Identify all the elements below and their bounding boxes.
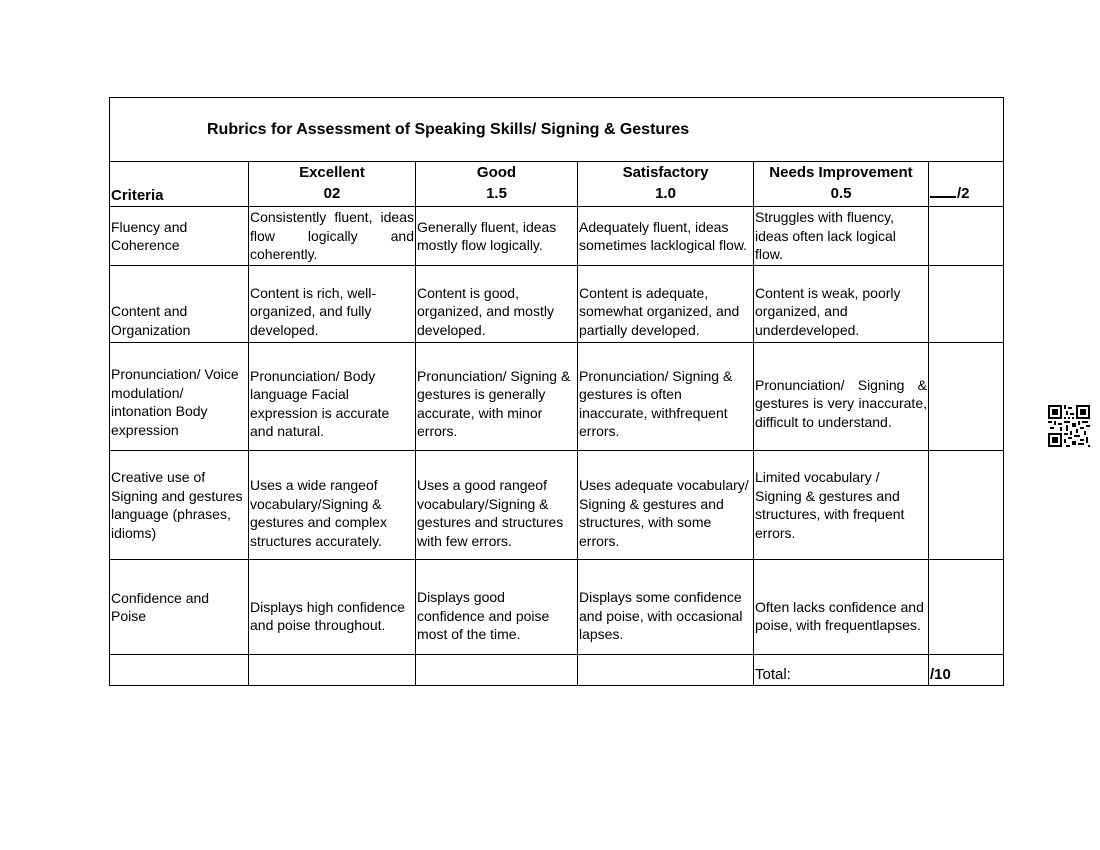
empty-cell bbox=[110, 655, 249, 686]
score-blank-line bbox=[930, 196, 956, 198]
rubric-title: Rubrics for Assessment of Speaking Skills/ Signing & Gestures bbox=[207, 121, 690, 139]
header-row bbox=[110, 162, 1004, 207]
level-name: Excellent bbox=[299, 164, 365, 181]
criterion-label: Fluency and Coherence bbox=[110, 207, 249, 266]
total-score: /10 bbox=[929, 655, 1004, 686]
score-max: /2 bbox=[957, 184, 970, 202]
rubric-table bbox=[109, 97, 1004, 686]
descriptor-satisfactory: Content is adequate, somewhat organized, and partially developed. bbox=[578, 266, 754, 343]
criterion-row-content bbox=[110, 266, 1004, 343]
score-cell bbox=[929, 451, 1004, 560]
total-row bbox=[110, 655, 1004, 686]
descriptor-needs-improvement: Struggles with fluency, ideas often lack logical flow. bbox=[754, 207, 929, 266]
descriptor-excellent: Consistently fluent, ideas flow logically and coherently. bbox=[249, 207, 416, 266]
descriptor-good: Content is good, organized, and mostly developed. bbox=[416, 266, 578, 343]
criterion-row-confidence bbox=[110, 560, 1004, 655]
descriptor-excellent: Uses a wide rangeof vocabulary/Signing & gestures and complex structures accurately. bbox=[249, 451, 416, 560]
score-cell bbox=[929, 343, 1004, 451]
criterion-label: Creative use of Signing and gestures language (phrases, idioms) bbox=[110, 451, 249, 560]
qr-code-icon bbox=[1048, 405, 1090, 447]
descriptor-needs-improvement: Often lacks confidence and poise, with frequentlapses. bbox=[754, 560, 929, 655]
empty-cell bbox=[578, 655, 754, 686]
level-points: 1.5 bbox=[486, 185, 507, 202]
level-header-excellent bbox=[249, 162, 416, 207]
level-name: Needs Improvement bbox=[769, 164, 913, 181]
criterion-row-fluency bbox=[110, 207, 1004, 266]
title-cell bbox=[110, 98, 1004, 162]
level-header-good bbox=[416, 162, 578, 207]
descriptor-satisfactory: Uses adequate vocabulary/ Signing & gestures and structures, with some errors. bbox=[578, 451, 754, 560]
level-points: 0.5 bbox=[830, 185, 852, 202]
score-cell bbox=[929, 266, 1004, 343]
empty-cell bbox=[249, 655, 416, 686]
level-header-needs-improvement bbox=[754, 162, 929, 207]
total-label: Total: bbox=[754, 655, 929, 686]
descriptor-needs-improvement: Limited vocabulary / Signing & gestures and structures, with frequent errors. bbox=[754, 451, 929, 560]
criterion-row-pronunciation bbox=[110, 343, 1004, 451]
level-name: Good bbox=[476, 164, 517, 181]
level-points: 1.0 bbox=[655, 185, 676, 202]
descriptor-excellent: Pronunciation/ Body language Facial expression is accurate and natural. bbox=[249, 343, 416, 451]
descriptor-satisfactory: Adequately fluent, ideas sometimes lacklogical flow. bbox=[578, 207, 754, 266]
criterion-label: Content and Organization bbox=[110, 266, 249, 343]
descriptor-good: Generally fluent, ideas mostly flow logically. bbox=[416, 207, 578, 266]
criterion-label: Pronunciation/ Voice modulation/ intonation Body expression bbox=[110, 343, 249, 451]
descriptor-satisfactory: Pronunciation/ Signing & gestures is often inaccurate, withfrequent errors. bbox=[578, 343, 754, 451]
descriptor-excellent: Displays high confidence and poise throughout. bbox=[249, 560, 416, 655]
empty-cell bbox=[416, 655, 578, 686]
level-header-satisfactory bbox=[578, 162, 754, 207]
descriptor-excellent: Content is rich, well-organized, and fully developed. bbox=[249, 266, 416, 343]
level-points: 02 bbox=[323, 185, 341, 202]
descriptor-satisfactory: Displays some confidence and poise, with occasional lapses. bbox=[578, 560, 754, 655]
descriptor-good: Uses a good rangeof vocabulary/Signing & gestures and structures with few errors. bbox=[416, 451, 578, 560]
level-name: Satisfactory bbox=[622, 164, 709, 181]
score-cell bbox=[929, 560, 1004, 655]
criteria-header: Criteria bbox=[110, 162, 249, 207]
descriptor-good: Pronunciation/ Signing & gestures is generally accurate, with minor errors. bbox=[416, 343, 578, 451]
descriptor-needs-improvement: Content is weak, poorly organized, and underdeveloped. bbox=[754, 266, 929, 343]
criterion-row-creative-use bbox=[110, 451, 1004, 560]
descriptor-good: Displays good confidence and poise most of the time. bbox=[416, 560, 578, 655]
criterion-label: Confidence and Poise bbox=[110, 560, 249, 655]
score-cell bbox=[929, 207, 1004, 266]
title-row bbox=[110, 98, 1004, 162]
score-header bbox=[929, 162, 1004, 207]
descriptor-needs-improvement: Pronunciation/ Signing & gestures is very inaccurate, difficult to understand. bbox=[754, 343, 929, 451]
